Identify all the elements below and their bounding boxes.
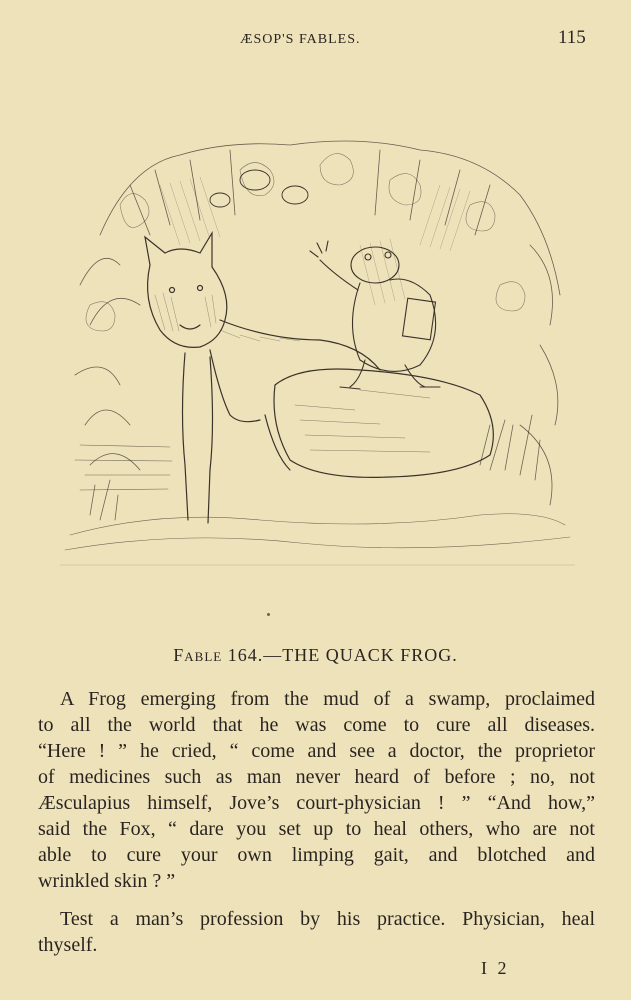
text-line: “Here ! ” he cried, “ come and see a doctor, the proprietor	[38, 740, 595, 762]
fable-heading-prefix: Fable	[173, 645, 223, 665]
text-line: A Frog emerging from the mud of a swamp, proclaimed	[60, 688, 595, 710]
text-line: of medicines such as man never heard of before ; no, not	[38, 766, 595, 788]
fox-and-frog-engraving	[60, 125, 575, 570]
moral-paragraph	[38, 906, 595, 958]
signature-mark: I 2	[481, 958, 510, 978]
running-title: ÆSOP'S FABLES.	[240, 32, 361, 47]
text-line: Test a man’s profession by his practice. Physician, heal	[60, 908, 595, 930]
page-number: 115	[558, 27, 586, 48]
fable-paragraph	[38, 686, 595, 894]
running-head	[0, 27, 631, 52]
text-line: wrinkled skin ? ”	[38, 870, 176, 892]
fable-heading	[0, 645, 631, 666]
text-line: said the Fox, “ dare you set up to heal others, who are not	[38, 818, 595, 840]
fable-heading-title: 164.—THE QUACK FROG.	[222, 645, 458, 665]
text-line: to all the world that he was come to cure all diseases.	[38, 714, 595, 736]
text-line: Æsculapius himself, Jove’s court-physician ! ” “And how,”	[38, 792, 595, 814]
print-speck	[267, 613, 270, 616]
text-line: able to cure your own limping gait, and blotched and	[38, 844, 595, 866]
text-line: thyself.	[38, 934, 98, 956]
